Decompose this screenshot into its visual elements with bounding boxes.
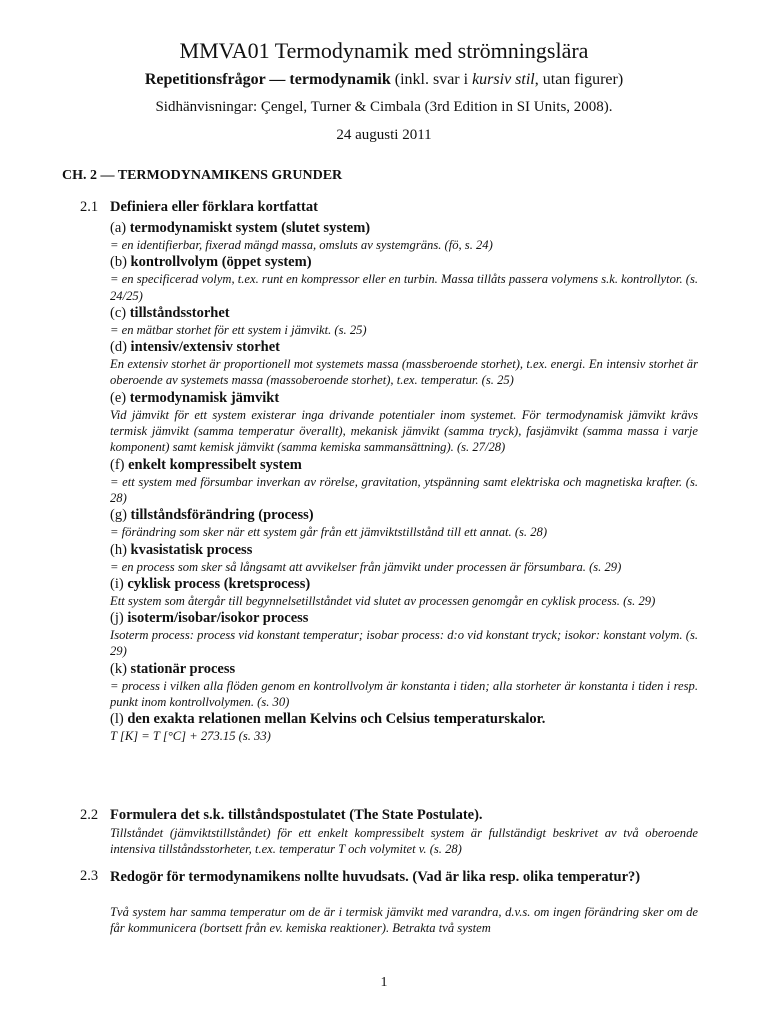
definition-item-answer: = förändring som sker när ett system går från ett jämviktstillstånd till ett annat. (s. 28)	[110, 525, 548, 540]
item-term: termodynamisk jämvikt	[129, 389, 280, 406]
item-letter: (h)	[110, 541, 127, 558]
page-references: Sidhänvisningar: Çengel, Turner & Cimbala (3rd Edition in SI Units, 2008).	[155, 99, 613, 115]
chapter-heading: CH. 2 — TERMODYNAMIKENS GRUNDER	[62, 168, 343, 183]
document-date: 24 augusti 2011	[336, 127, 432, 143]
definition-item-answer: = en mätbar storhet för ett system i jämvikt. (s. 25)	[110, 322, 367, 337]
answer-2-3: Två system har samma temperatur om de är i termisk jämvikt med varandra, d.v.s. om ingen förändring sker om de får kommunicera (bortsett från ev. kemiska reaktioner). Betrakta två system	[110, 905, 698, 936]
document-title: MMVA01 Termodynamik med strömningslära	[179, 38, 589, 63]
definition-list	[110, 220, 698, 746]
item-letter: (c)	[110, 304, 127, 321]
definition-item-label	[110, 576, 698, 593]
item-letter: (e)	[110, 389, 127, 406]
question-heading-2-2: Formulera det s.k. tillståndspostulatet (The State Postulate).	[110, 807, 483, 823]
document-subtitle	[0, 71, 768, 89]
item-letter: (i)	[110, 575, 124, 592]
definition-item-label	[110, 390, 698, 407]
definition-item-answer: Isoterm process: process vid konstant temperatur; isobar process: d:o vid konstant tryck; isokor: konstant volym. (s. 29)	[110, 628, 698, 659]
item-term: stationär process	[130, 660, 236, 677]
definition-item-answer: = process i vilken alla flöden genom en kontrollvolym är konstanta i tiden; alla storheter är konstanta i tiden i resp. punkt inom kontrollvolymen. (s. 30)	[110, 678, 698, 710]
definition-item-answer: Vid jämvikt för ett system existerar inga drivande potentialer inom systemet. För termodynamisk jämvikt krävs termisk jämvikt (samma temperatur överallt), mekanisk jämvikt (samma tryck), fasjämvikt (samma massa i varje komponent) samt kemisk jämvikt (samma kemiska sammansättning). (s. 27/28)	[110, 407, 698, 455]
definition-item-answer: = en specificerad volym, t.ex. runt en kompressor eller en turbin. Massa tillåts passera volymens s.k. kontrollytor. (s. 24/25)	[110, 272, 698, 303]
item-term: cyklisk process (kretsprocess)	[127, 575, 311, 592]
item-term: intensiv/extensiv storhet	[130, 339, 280, 356]
item-term: den exakta relationen mellan Kelvins och Celsius temperaturskalor.	[127, 711, 546, 728]
definition-item-label	[110, 305, 698, 322]
item-term: isoterm/isobar/isokor process	[127, 610, 309, 627]
definition-item-answer: = en identifierbar, fixerad mängd massa, omsluts av systemgräns. (fö, s. 24)	[110, 238, 493, 252]
item-term: tillståndsstorhet	[129, 304, 230, 321]
definition-item-label	[110, 711, 698, 728]
definition-item-label	[110, 661, 698, 678]
question-heading-2-1: Definiera eller förklara kortfattat	[110, 199, 318, 215]
item-term: kvasistatisk process	[130, 541, 253, 558]
definition-item-label	[110, 220, 698, 237]
question-number-2-1: 2.1	[80, 199, 99, 215]
item-letter: (f)	[110, 456, 125, 473]
definition-item-label	[110, 542, 698, 559]
definition-item-label	[110, 339, 698, 356]
item-letter: (b)	[110, 254, 127, 271]
item-letter: (g)	[110, 507, 127, 524]
definition-item-answer: T [K] = T [°C] + 273.15 (s. 33)	[110, 729, 271, 744]
item-letter: (d)	[110, 339, 127, 356]
item-term: tillståndsförändring (process)	[130, 507, 314, 524]
definition-item-answer: Ett system som återgår till begynnelsetillståndet vid slutet av processen genomgår en cyklisk process. (s. 29)	[110, 593, 656, 608]
definition-item-answer: = ett system med försumbar inverkan av rörelse, gravitation, ytspänning samt elektriska och magnetiska krafter. (s. 28)	[110, 474, 698, 505]
definition-item-answer: En extensiv storhet är proportionell mot systemets massa (massberoende storhet), t.ex. energi. En intensiv storhet är oberoende av systemets massa (massoberoende storhet), t.ex. temperatur. (s. 25)	[110, 357, 698, 388]
subtitle-pre: (inkl. svar i	[390, 71, 473, 88]
subtitle-post: , utan figurer)	[534, 71, 624, 88]
definition-item-label	[110, 457, 698, 474]
answer-2-2: Tillståndet (jämviktstillståndet) för ett enkelt kompressibelt system är fullständigt beskrivet av två oberoende intensiva tillståndsstorheter, t.ex. temperatur T och volymitet v. (s. 28)	[110, 826, 698, 857]
item-letter: (k)	[110, 660, 127, 677]
question-number-2-3: 2.3	[80, 868, 99, 884]
item-term: termodynamiskt system (slutet system)	[129, 220, 371, 236]
definition-item-label	[110, 254, 698, 271]
item-letter: (a)	[110, 220, 127, 236]
question-number-2-2: 2.2	[80, 807, 99, 823]
item-term: enkelt kompressibelt system	[128, 456, 302, 473]
subtitle-bold: Repetitionsfrågor — termodynamik	[144, 71, 391, 88]
item-letter: (l)	[110, 711, 124, 728]
question-heading-2-3: Redogör för termodynamikens nollte huvudsats. (Vad är lika resp. olika temperatur?)	[110, 869, 641, 885]
item-letter: (j)	[110, 610, 124, 627]
definition-item-label	[110, 507, 698, 524]
page-number: 1	[380, 975, 388, 990]
definition-item-label	[110, 610, 698, 627]
definition-item-answer: = en process som sker så långsamt att avvikelser från jämvikt under processen är försumbara. (s. 29)	[110, 559, 622, 574]
subtitle-italic: kursiv stil	[472, 71, 535, 88]
item-term: kontrollvolym (öppet system)	[130, 254, 312, 271]
